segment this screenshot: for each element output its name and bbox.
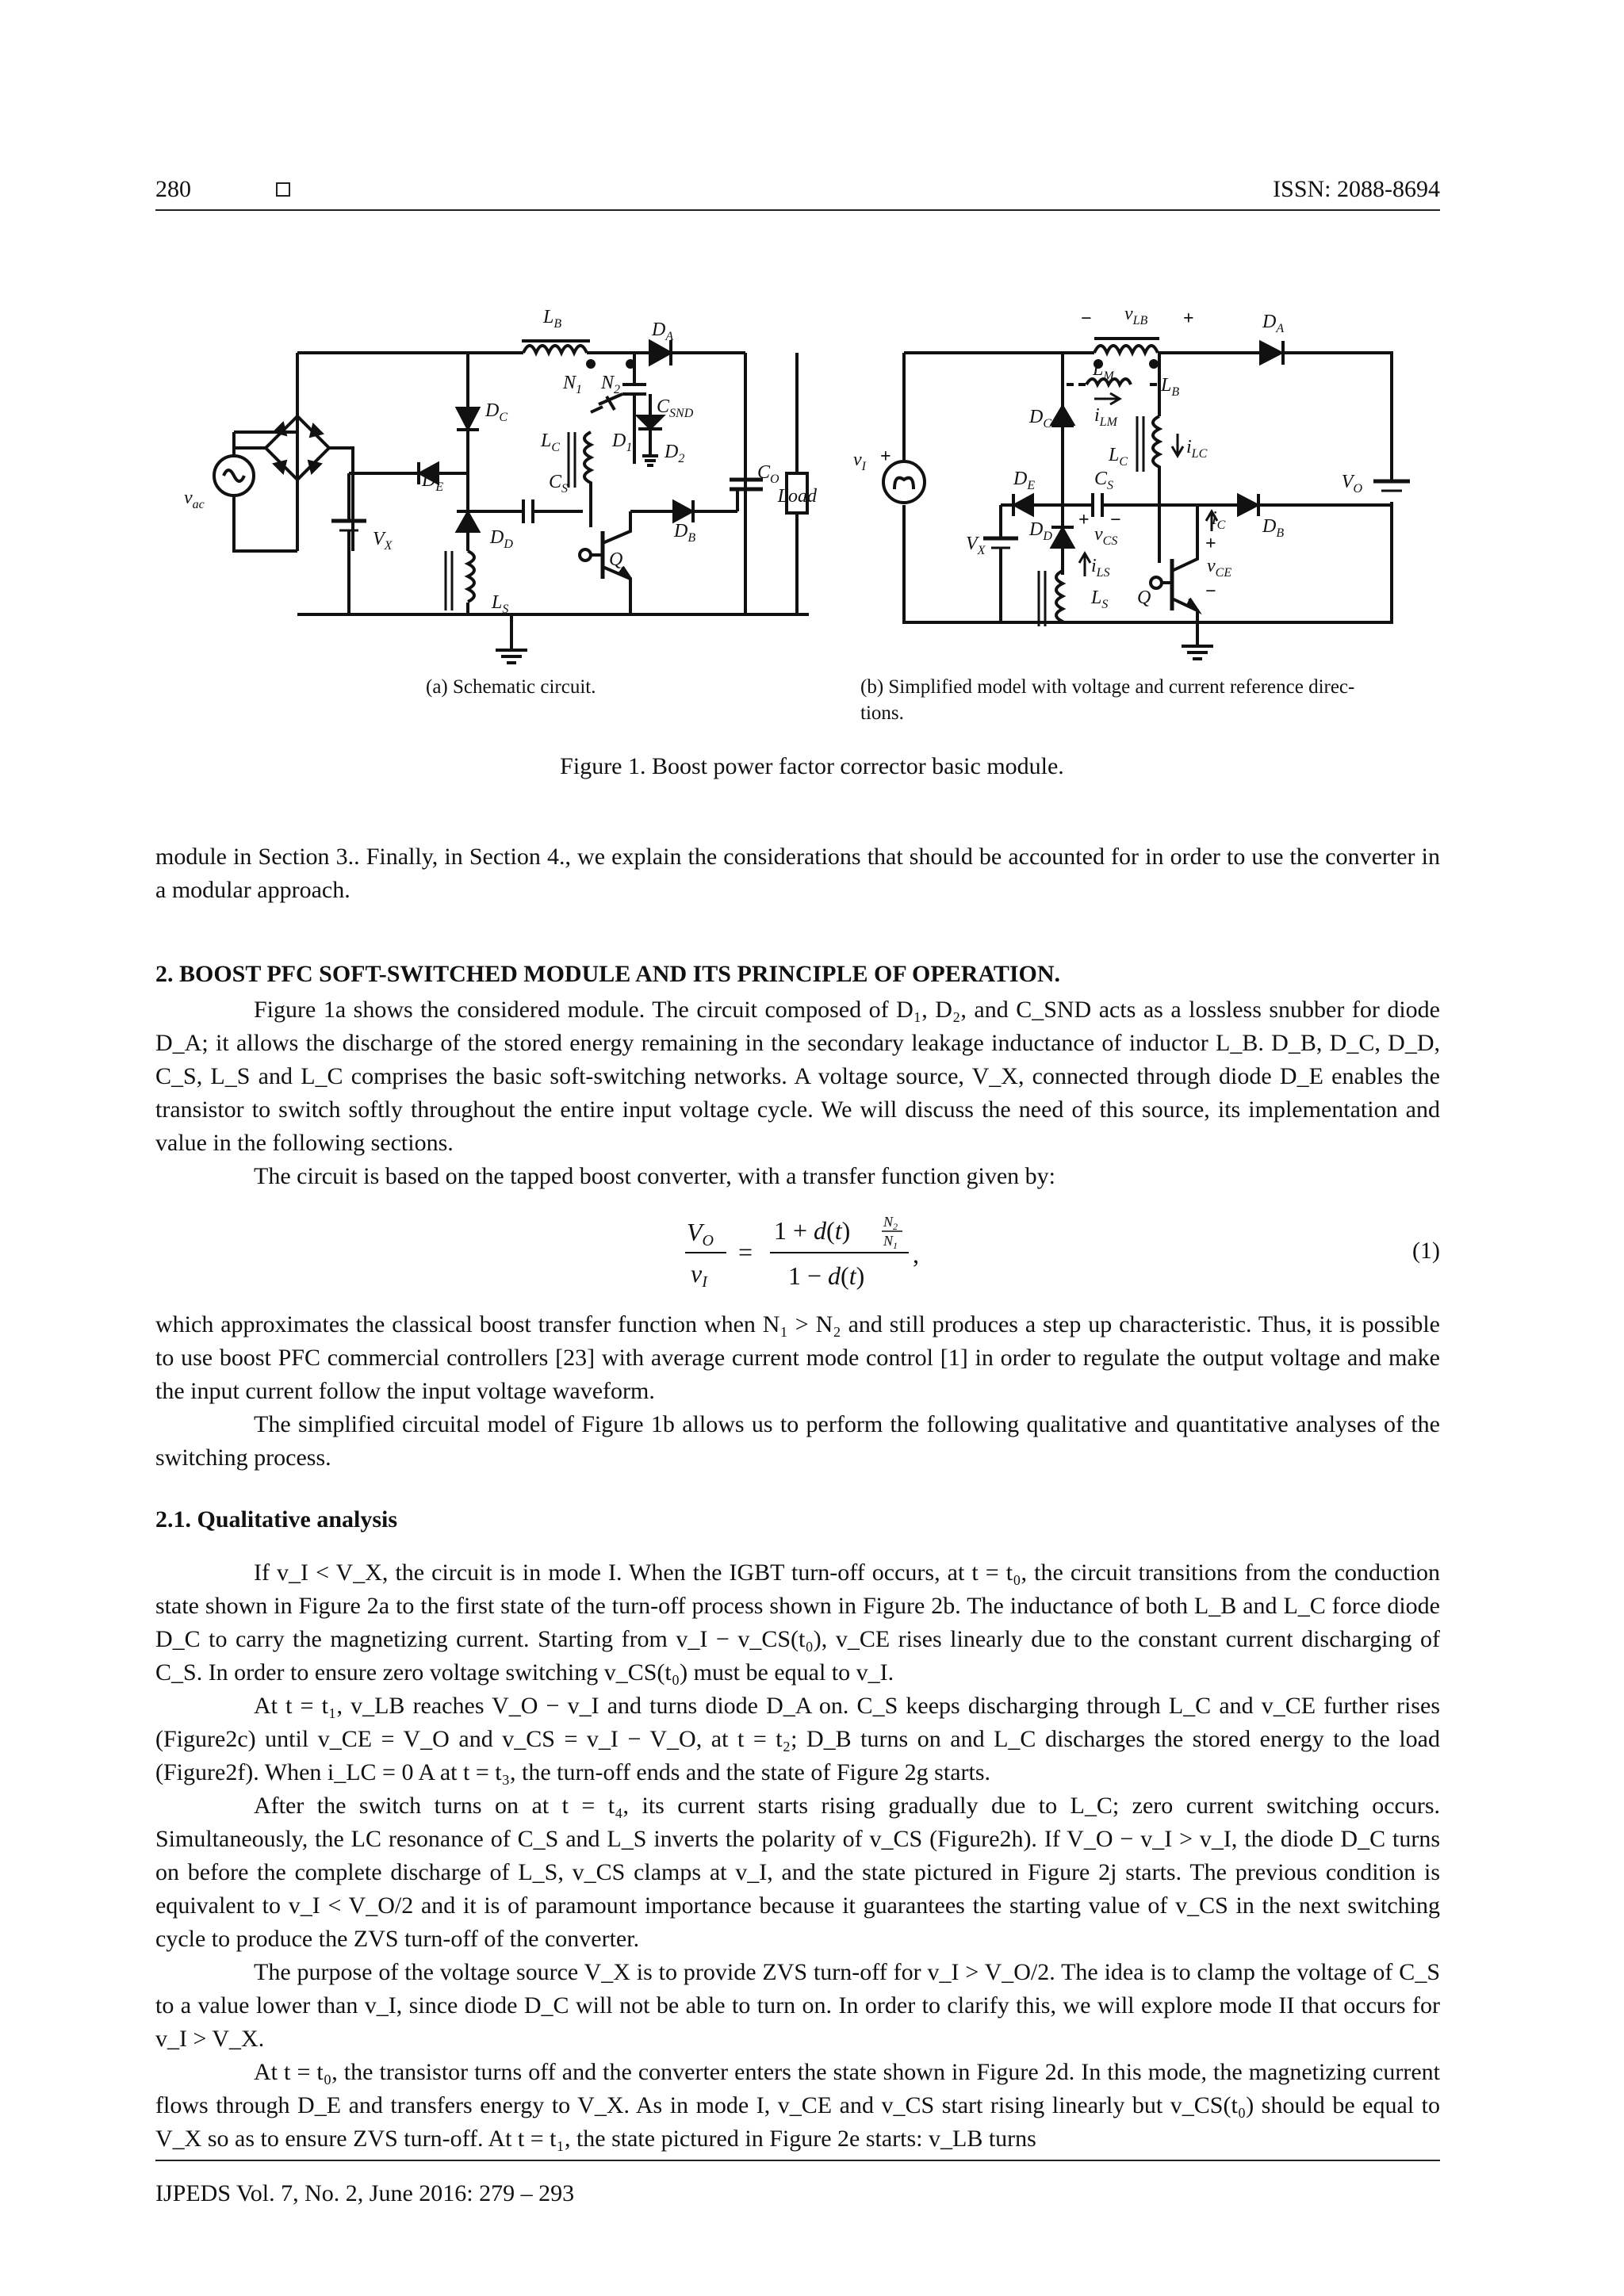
label-lc: $L_C$: [541, 430, 561, 454]
label-vlb-plus: +: [1183, 308, 1194, 329]
svg-text:=: =: [738, 1238, 753, 1266]
label-n2: $N_2$: [601, 373, 621, 396]
label-lb: $L_B$: [543, 307, 562, 331]
label-ils: $i_{LS}$: [1091, 556, 1110, 580]
label-q: Q: [609, 549, 623, 570]
label-ls: $L_S$: [492, 592, 509, 616]
section-21-p1: If v_I < V_X, the circuit is in mode I. When the IGBT turn-off occurs, at t = t₀, the circuit transitions from the conduction state shown in Figure 2a to the first state of the turn-off process shown in Figure 2b. The inductance of both L_B and L_C force diode D_C to carry the magnetizing current. Starting from v_I − v_CS(t₀), v_CE rises linearly due to the constant current discharging of C_S. In order to ensure zero voltage switching v_CS(t₀) must be equal to v_I.: [155, 1559, 1440, 1686]
subcaption-a: (a) Schematic circuit.: [426, 676, 596, 698]
label-b-db: $D_B$: [1262, 516, 1285, 540]
section-2-p2: The circuit is based on the tapped boost converter, with a transfer function given by:: [254, 1163, 1055, 1189]
subcaption-b: [860, 674, 1354, 726]
intro-text: module in Section 3.. Finally, in Section 4., we explain the considerations that should be accounted for in order to use the converter in a modular approach.: [155, 844, 1440, 903]
circuit-model-b: [853, 297, 1475, 654]
equation-1-formula: [671, 1209, 1083, 1296]
label-b-ls: $L_S$: [1091, 587, 1109, 611]
section-2-p3: which approximates the classical boost transfer function when N₁ > N₂ and still produces a step up characteristic. Thus, it is possible to use boost PFC commercial controllers [23] with average current mode control [1] in order to regulate the output voltage and make the input current follow the input voltage waveform.: [155, 1311, 1440, 1404]
label-d2: $D_2$: [665, 442, 685, 465]
label-dc: $D_C$: [485, 400, 508, 424]
label-b-cs: $C_S$: [1094, 469, 1114, 492]
svg-text:1 − d(t): 1 − d(t): [788, 1261, 865, 1290]
label-dd: $D_D$: [490, 527, 513, 551]
label-de: $D_E$: [422, 470, 444, 494]
label-ilm: $i_{LM}$: [1094, 405, 1117, 429]
label-db: $D_B$: [674, 521, 696, 545]
label-vlb-minus: −: [1081, 308, 1092, 329]
equation-1: [155, 1209, 1440, 1296]
section-2-heading: 2. BOOST PFC SOFT-SWITCHED MODULE AND ITS PRINCIPLE OF OPERATION.: [155, 961, 1061, 987]
subcaption-b-line1: (b) Simplified model with voltage and current reference direc-: [860, 676, 1355, 698]
label-vce-minus: −: [1205, 581, 1216, 602]
section-2-body-cont: [155, 1308, 1440, 1475]
section-21-heading: 2.1. Qualitative analysis: [155, 1506, 398, 1533]
label-lm: $L_M$: [1093, 359, 1114, 383]
section-2-p4: The simplified circuital model of Figure 1b allows us to perform the following qualitative and quantitative analyses of the switching process.: [155, 1411, 1440, 1471]
svg-text:1 + d(t): 1 + d(t): [774, 1216, 851, 1245]
section-2-body: [155, 993, 1440, 1193]
label-n1: $N_1$: [563, 373, 583, 396]
svg-text:VO: VO: [687, 1218, 714, 1249]
label-cs: $C_S$: [549, 472, 569, 496]
label-b-de: $D_E$: [1013, 469, 1036, 492]
circuit-schematic-a: [184, 305, 825, 654]
label-ilc: $i_{LC}$: [1186, 437, 1208, 461]
section-2-p1: Figure 1a shows the considered module. The circuit composed of D₁, D₂, and C_SND acts as a lossless snubber for diode D_A; it allows the discharge of the stored energy remaining in the secondary leakage inductance of inductor L_B. D_B, D_C, D_D, C_S, L_S and L_C comprises the basic soft-switching networks. A voltage source, V_X, connected through diode D_E enables the transistor to switch softly throughout the entire input voltage cycle. We will discuss the need of this source, its implementation and value in the following sections.: [155, 997, 1440, 1156]
label-vo: $V_O$: [1341, 472, 1362, 496]
label-vce-plus: +: [1205, 534, 1216, 554]
svg-text:vI: vI: [691, 1259, 707, 1291]
label-load: Load: [777, 486, 817, 507]
equation-number: (1): [1412, 1238, 1440, 1264]
label-cs-minus: −: [1110, 510, 1121, 530]
subcaption-b-line2: tions.: [860, 702, 904, 724]
page-number: 280: [155, 176, 191, 202]
label-co: $C_O$: [757, 462, 779, 486]
label-b-q: Q: [1137, 587, 1151, 608]
footer-journal: IJPEDS Vol. 7, No. 2, June 2016: 279 – 293: [155, 2180, 575, 2206]
label-vx: $V_X$: [373, 529, 393, 553]
svg-text:,: ,: [913, 1240, 919, 1269]
footer-rule: [155, 2160, 1440, 2161]
section-21-p5: At t = t₀, the transistor turns off and the converter enters the state shown in Figure 2d. In this mode, the magnetizing current flows through D_E and transfers energy to V_X. As in mode I, v_CE and v_CS start rising linearly but v_CS(t₀) should be equal to V_X so as to ensure ZVS turn-off. At t = t₁, the state pictured in Figure 2e starts: v_LB turns: [155, 2059, 1440, 2152]
svg-text:N2: $N_2$: [883, 1214, 898, 1232]
label-b-lc: $L_C$: [1109, 445, 1128, 469]
label-vcs: $v_{CS}$: [1094, 524, 1118, 548]
intro-paragraph: [155, 840, 1440, 907]
header-rule: [155, 209, 1440, 211]
svg-text:N1: $N_1$: [883, 1233, 898, 1251]
label-b-dd: $D_D$: [1029, 519, 1052, 543]
label-vlb: $v_{LB}$: [1124, 304, 1148, 327]
square-icon: [276, 182, 290, 197]
label-b-lb: $L_B$: [1161, 375, 1180, 399]
section-21-p3: After the switch turns on at t = t₄, its current starts rising gradually due to L_C; zero current switching occurs. Simultaneously, the LC resonance of C_S and L_S inverts the polarity of v_CS (Figure2h). If V_O − v_I > v_I, the diode D_C turns on before the complete discharge of L_S, v_CS clamps at v_I, and the state pictured in Figure 2j starts. The previous condition is equivalent to v_I < V_O/2 and it is of paramount importance because it guarantees the starting value of v_CS in the next switching cycle to produce the ZVS turn-off of the converter.: [155, 1793, 1440, 1952]
label-vi-plus: +: [880, 446, 891, 467]
label-vi: $v_I$: [853, 450, 866, 473]
label-d1: $D_1$: [612, 430, 633, 454]
label-da: $D_A$: [652, 320, 674, 343]
label-csnd: $C_{SND}$: [657, 396, 694, 420]
label-vce: $v_{CE}$: [1207, 556, 1232, 580]
issn: ISSN: 2088-8694: [1273, 176, 1440, 202]
label-vac: $v_{ac}$: [184, 488, 205, 511]
label-cs-plus: +: [1078, 510, 1090, 530]
section-21-p4: The purpose of the voltage source V_X is to provide ZVS turn-off for v_I > V_O/2. The idea is to clamp the voltage of C_S to a value lower than v_I, since diode D_C will not be able to turn on. In order to clarify this, we will explore mode II that occurs for v_I > V_X.: [155, 1959, 1440, 2052]
label-b-da: $D_A$: [1262, 312, 1285, 335]
figure-caption: Figure 1. Boost power factor corrector basic module.: [560, 753, 1064, 779]
label-b-dc: $D_C$: [1029, 407, 1052, 430]
label-b-vx: $V_X$: [966, 534, 986, 557]
section-21-p2: At t = t₁, v_LB reaches V_O − v_I and turns diode D_A on. C_S keeps discharging through L_C and v_CE further rises (Figure2c) until v_CE = V_O and v_CS = v_I − V_O, at t = t₂; D_B turns on and L_C discharges the stored energy to the load (Figure2f). When i_LC = 0 A at t = t₃, the turn-off ends and the state of Figure 2g starts.: [155, 1693, 1440, 1785]
section-21-body: [155, 1556, 1440, 2156]
label-ic: $i_C$: [1212, 508, 1226, 532]
